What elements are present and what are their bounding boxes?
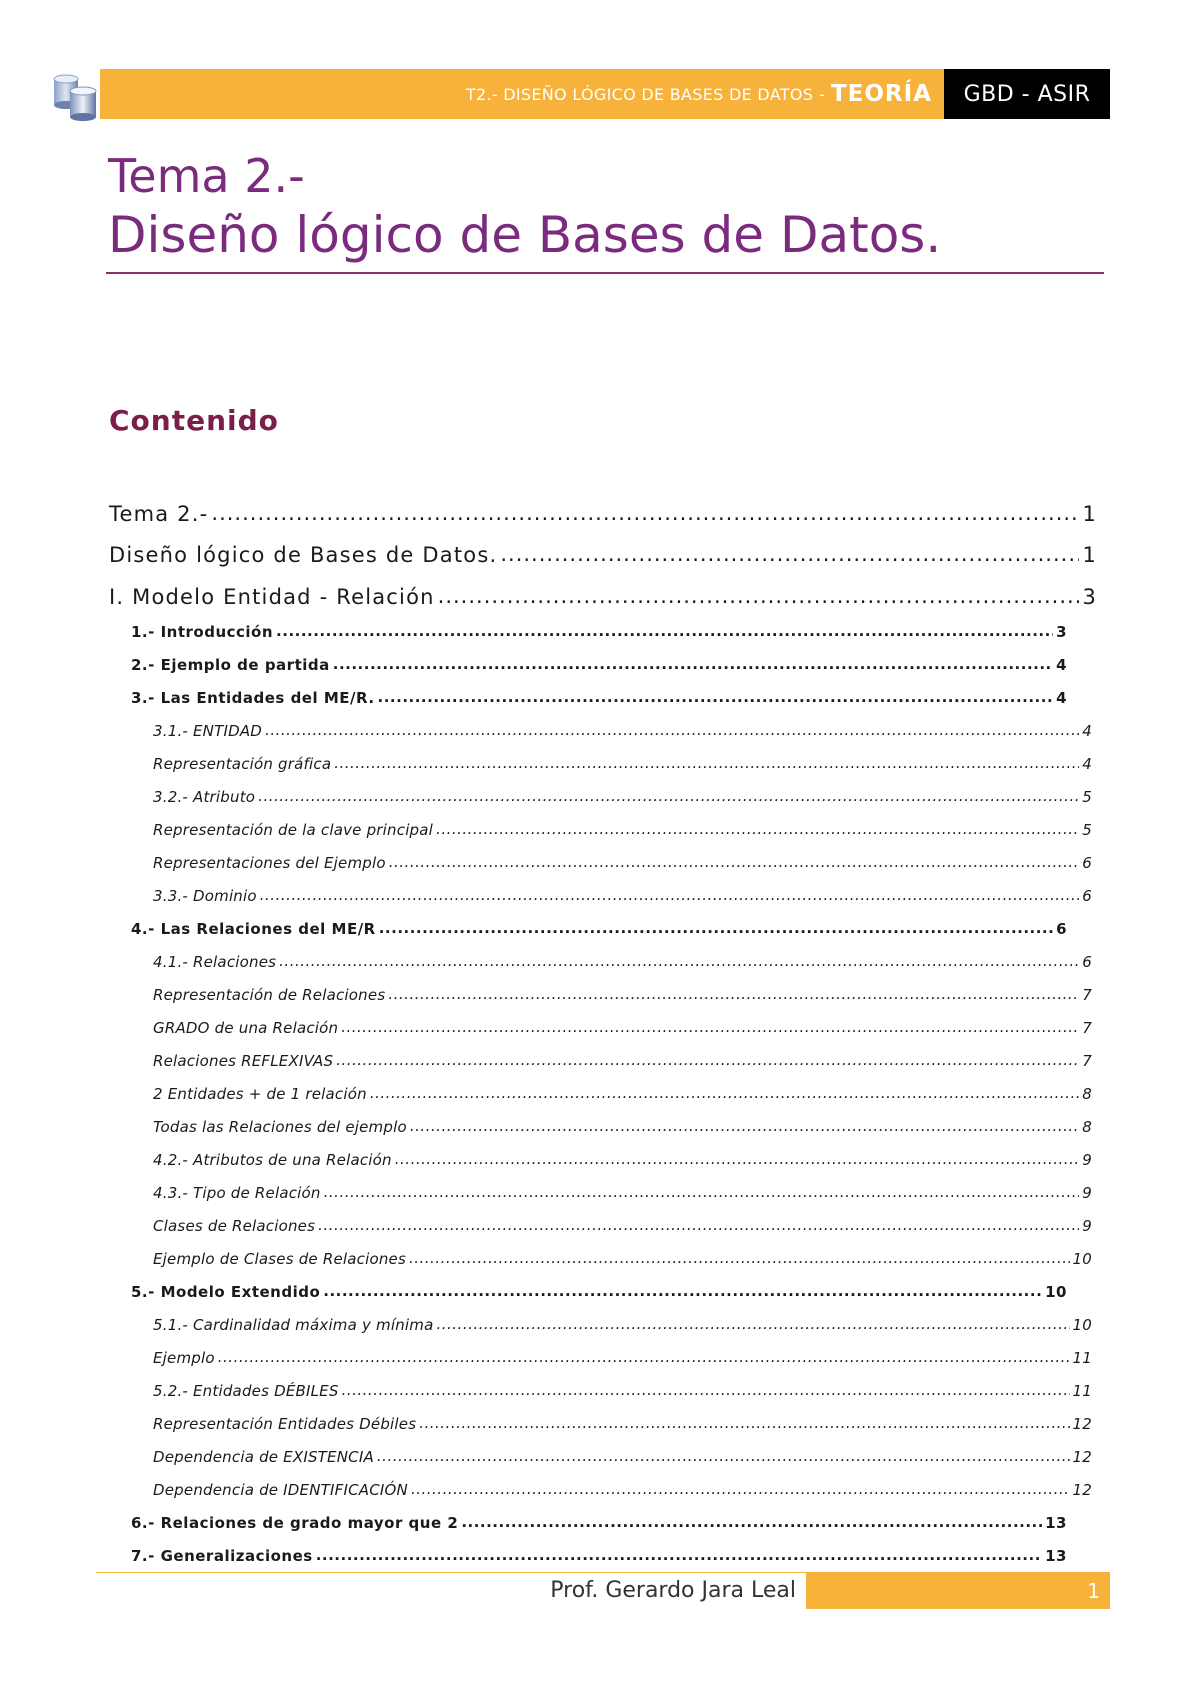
toc-entry-text: 3.3.- Dominio (153, 887, 257, 905)
toc-entry-page: 12 (1072, 1481, 1092, 1499)
toc-entry[interactable] (153, 721, 1092, 740)
toc-entry[interactable] (153, 1018, 1092, 1037)
toc-leader (377, 1447, 1070, 1462)
toc-entry-page: 4 (1056, 656, 1067, 674)
header-kind: TEORÍA (830, 81, 932, 107)
toc-entry-page: 12 (1072, 1448, 1092, 1466)
toc-entry-text: 5.2.- Entidades DÉBILES (153, 1382, 339, 1400)
toc-entry[interactable] (153, 1414, 1092, 1433)
toc-leader (409, 1249, 1070, 1264)
footer-author: Prof. Gerardo Jara Leal (550, 1578, 796, 1603)
toc-entry-page: 11 (1072, 1349, 1092, 1367)
toc-entry-page: 6 (1082, 887, 1092, 905)
toc-entry-page: 8 (1082, 1085, 1092, 1103)
toc-entry-text: Representación de Relaciones (153, 986, 386, 1004)
toc-entry-page: 1 (1082, 502, 1097, 526)
toc-entry-page: 5 (1082, 788, 1092, 806)
toc-leader (324, 1183, 1080, 1198)
toc-leader (342, 1381, 1070, 1396)
toc-leader (388, 985, 1079, 1000)
toc-leader (389, 853, 1080, 868)
toc-entry-text: 3.- Las Entidades del ME/R. (131, 689, 375, 707)
toc-entry[interactable] (131, 688, 1067, 707)
toc-entry-text: Representación Entidades Débiles (153, 1415, 417, 1433)
toc-leader (378, 688, 1054, 703)
toc-entry-text: Representaciones del Ejemplo (153, 854, 386, 872)
toc-entry-page: 9 (1082, 1151, 1092, 1169)
toc-entry[interactable] (131, 622, 1067, 641)
toc-entry-text: 7.- Generalizaciones (131, 1547, 313, 1565)
toc-entry-text: Dependencia de EXISTENCIA (153, 1448, 374, 1466)
toc-entry-text: Ejemplo (153, 1349, 215, 1367)
toc-entry[interactable] (153, 985, 1092, 1004)
toc-entry[interactable] (153, 820, 1092, 839)
toc-entry[interactable] (153, 886, 1092, 905)
toc-entry-page: 7 (1082, 1019, 1092, 1037)
toc-leader (436, 1315, 1069, 1330)
toc-entry-page: 4 (1082, 755, 1092, 773)
toc-entry[interactable] (153, 1051, 1092, 1070)
toc-entry-text: 4.- Las Relaciones del ME/R (131, 920, 376, 938)
toc-leader (379, 919, 1053, 934)
toc-leader (334, 754, 1079, 769)
toc-leader (279, 952, 1079, 967)
toc-leader (218, 1348, 1070, 1363)
toc-leader (318, 1216, 1079, 1231)
toc-entry-text: 4.3.- Tipo de Relación (153, 1184, 321, 1202)
title-line-2: Diseño lógico de Bases de Datos. (108, 206, 942, 264)
toc-entry-page: 9 (1082, 1217, 1092, 1235)
toc-entry-text: 4.1.- Relaciones (153, 953, 277, 971)
toc-entry-page: 13 (1045, 1514, 1067, 1532)
toc-entry-page: 6 (1082, 854, 1092, 872)
toc-entry-text: Relaciones REFLEXIVAS (153, 1052, 334, 1070)
header-course: GBD - ASIR (944, 69, 1110, 119)
toc-entry[interactable] (153, 1249, 1092, 1268)
toc-leader (323, 1282, 1042, 1297)
toc-entry-page: 9 (1082, 1184, 1092, 1202)
title-line-1: Tema 2.- (108, 149, 305, 203)
toc-entry-text: Ejemplo de Clases de Relaciones (153, 1250, 406, 1268)
toc-entry-text: 4.2.- Atributos de una Relación (153, 1151, 392, 1169)
toc-entry-text: 1.- Introducción (131, 623, 274, 641)
header-separator: - (819, 84, 825, 104)
toc-entry-page: 10 (1072, 1316, 1092, 1334)
toc-entry-text: 2 Entidades + de 1 relación (153, 1085, 367, 1103)
toc-entry-text: Representación de la clave principal (153, 821, 434, 839)
toc-entry-text: Tema 2.- (109, 502, 209, 526)
toc-entry-text: Diseño lógico de Bases de Datos. (109, 543, 498, 567)
toc-entry-page: 6 (1082, 953, 1092, 971)
toc-entry-text: 2.- Ejemplo de partida (131, 656, 330, 674)
toc-entry[interactable] (153, 1447, 1092, 1466)
toc-entry-text: Clases de Relaciones (153, 1217, 316, 1235)
toc-entry-page: 13 (1045, 1547, 1067, 1565)
toc-leader (316, 1546, 1042, 1561)
toc-entry[interactable] (153, 1183, 1092, 1202)
toc-leader (500, 541, 1079, 562)
toc-entry[interactable] (109, 583, 1097, 609)
toc-entry-text: 3.2.- Atributo (153, 788, 256, 806)
toc-leader (410, 1117, 1079, 1132)
header-subject: T2.- DISEÑO LÓGICO DE BASES DE DATOS (465, 84, 814, 104)
toc-entry-text: I. Modelo Entidad - Relación (109, 585, 435, 609)
toc-entry-page: 3 (1056, 623, 1067, 641)
toc-entry-page: 7 (1082, 986, 1092, 1004)
toc-entry[interactable] (131, 1282, 1067, 1301)
toc-entry-page: 3 (1082, 585, 1097, 609)
toc-entry-page: 12 (1072, 1415, 1092, 1433)
toc-entry-page: 1 (1082, 543, 1097, 567)
toc-entry[interactable] (131, 1513, 1067, 1532)
toc-entry[interactable] (153, 754, 1092, 773)
toc-leader (419, 1414, 1069, 1429)
toc-entry-text: 6.- Relaciones de grado mayor que 2 (131, 1514, 459, 1532)
toc-entry-page: 5 (1082, 821, 1092, 839)
toc-entry[interactable] (131, 919, 1067, 938)
toc-entry[interactable] (153, 1348, 1092, 1367)
toc-entry[interactable] (153, 1216, 1092, 1235)
toc-entry-text: 5.1.- Cardinalidad máxima y mínima (153, 1316, 434, 1334)
toc-entry-page: 7 (1082, 1052, 1092, 1070)
toc-entry[interactable] (153, 1480, 1092, 1499)
toc-leader (260, 886, 1079, 901)
toc-entry-page: 6 (1056, 920, 1067, 938)
toc-entry-text: 5.- Modelo Extendido (131, 1283, 321, 1301)
footer-page-number: 1 (806, 1573, 1110, 1609)
toc-entry[interactable] (153, 853, 1092, 872)
toc-entry-text: GRADO de una Relación (153, 1019, 339, 1037)
toc-entry[interactable] (109, 500, 1097, 526)
toc-entry-text: Todas las Relaciones del ejemplo (153, 1118, 407, 1136)
toc-entry-page: 4 (1056, 689, 1067, 707)
toc-leader (436, 820, 1079, 835)
toc-entry[interactable] (131, 655, 1067, 674)
toc-leader (211, 500, 1079, 521)
toc-entry-page: 4 (1082, 722, 1092, 740)
toc-entry[interactable] (153, 1084, 1092, 1103)
toc-leader (438, 583, 1080, 604)
toc-leader (276, 622, 1053, 637)
toc-entry-page: 10 (1072, 1250, 1092, 1268)
toc-leader (341, 1018, 1079, 1033)
toc-entry[interactable] (153, 1381, 1092, 1400)
toc-entry-page: 8 (1082, 1118, 1092, 1136)
toc-entry[interactable] (153, 952, 1092, 971)
toc-leader (265, 721, 1079, 736)
toc-leader (395, 1150, 1079, 1165)
toc-entry[interactable] (131, 1546, 1067, 1565)
toc-entry-page: 10 (1045, 1283, 1067, 1301)
toc-leader (333, 655, 1053, 670)
toc-leader (258, 787, 1079, 802)
toc-entry-page: 11 (1072, 1382, 1092, 1400)
toc-leader (336, 1051, 1079, 1066)
toc-entry[interactable] (153, 1315, 1092, 1334)
toc-entry[interactable] (153, 1117, 1092, 1136)
toc-entry-text: Representación gráfica (153, 755, 332, 773)
toc-entry[interactable] (109, 541, 1097, 567)
toc-entry-text: Dependencia de IDENTIFICACIÓN (153, 1481, 408, 1499)
contents-heading: Contenido (109, 404, 279, 437)
toc-leader (411, 1480, 1070, 1495)
toc-entry[interactable] (153, 787, 1092, 806)
toc-leader (461, 1513, 1042, 1528)
toc-entry[interactable] (153, 1150, 1092, 1169)
toc-entry-text: 3.1.- ENTIDAD (153, 722, 263, 740)
toc-leader (370, 1084, 1079, 1099)
